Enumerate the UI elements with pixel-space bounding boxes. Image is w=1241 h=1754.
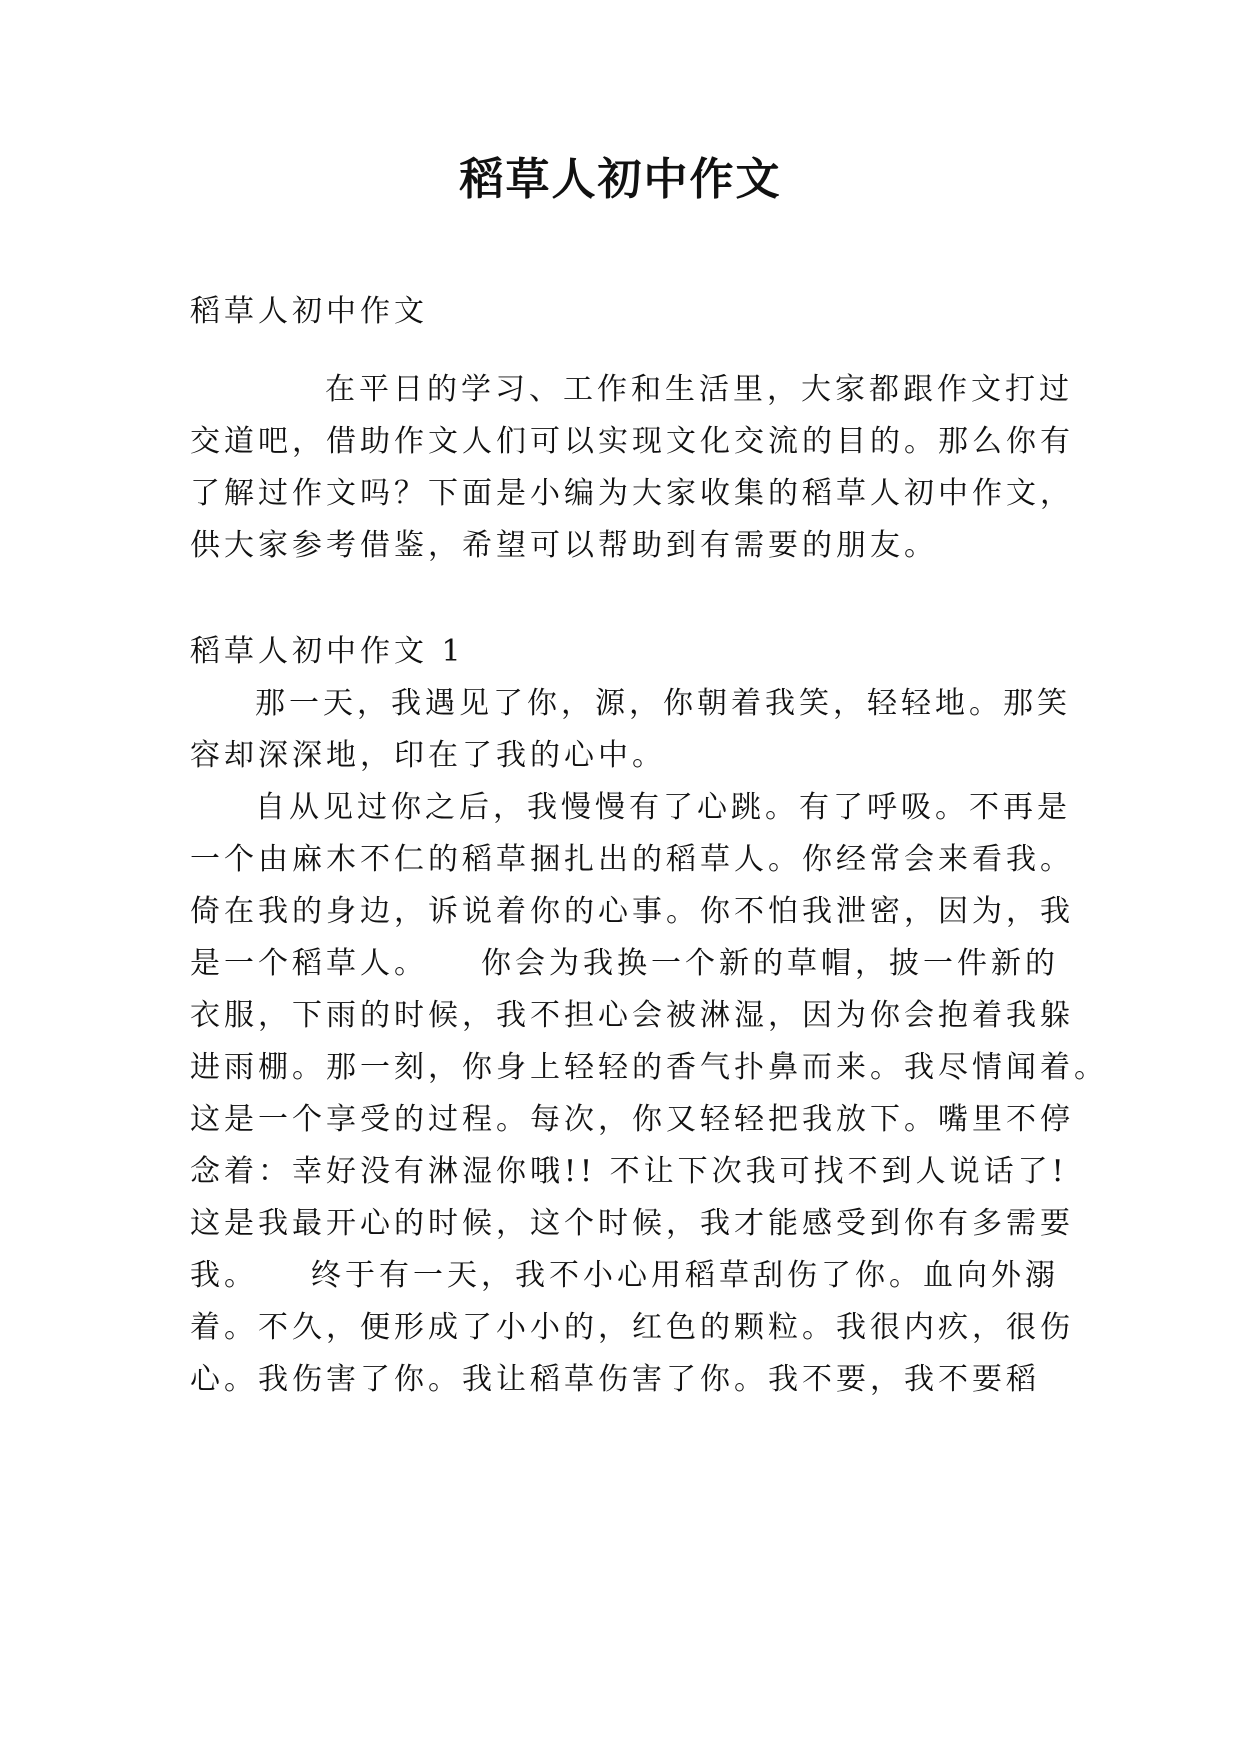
intro-line: 供大家参考借鉴，希望可以帮助到有需要的朋友。 — [190, 528, 938, 563]
intro-line: 了解过作文吗？下面是小编为大家收集的稻草人初中作文， — [190, 476, 1074, 511]
document-subtitle: 稻草人初中作文 — [190, 294, 428, 329]
essay-line: 容却深深地，印在了我的心中。 — [190, 738, 666, 773]
essay-line: 心。我伤害了你。我让稻草伤害了你。我不要，我不要稻 — [190, 1362, 1040, 1397]
essay-line: 那一天，我遇见了你，源，你朝着我笑，轻轻地。那笑 — [255, 686, 1071, 721]
essay-line: 念着：幸好没有淋湿你哦!! 不让下次我可找不到人说话了! — [190, 1154, 1068, 1189]
essay-line: 这是我最开心的时候，这个时候，我才能感受到你有多需要 — [190, 1206, 1074, 1241]
essay-line: 自从见过你之后，我慢慢有了心跳。有了呼吸。不再是 — [255, 790, 1071, 825]
essay-line: 倚在我的身边，诉说着你的心事。你不怕我泄密，因为，我 — [190, 894, 1074, 929]
essay-line: 这是一个享受的过程。每次，你又轻轻把我放下。嘴里不停 — [190, 1102, 1074, 1137]
essay-line: 是一个稻草人。 你会为我换一个新的草帽，披一件新的 — [190, 946, 1059, 981]
essay-line: 衣服，下雨的时候，我不担心会被淋湿，因为你会抱着我躲 — [190, 998, 1074, 1033]
document-title: 稻草人初中作文 — [459, 154, 782, 205]
intro-line: 交道吧，借助作文人们可以实现文化交流的目的。那么你有 — [190, 424, 1074, 459]
essay-line: 着。不久，便形成了小小的，红色的颗粒。我很内疚，很伤 — [190, 1310, 1074, 1345]
essay-line: 进雨棚。那一刻，你身上轻轻的香气扑鼻而来。我尽情闻着。 — [190, 1050, 1108, 1085]
intro-line: 在平日的学习、工作和生活里，大家都跟作文打过 — [325, 372, 1073, 407]
essay-heading: 稻草人初中作文 1 — [190, 634, 465, 669]
essay-line: 我。 终于有一天，我不小心用稻草刮伤了你。血向外溺 — [190, 1258, 1059, 1293]
essay-line: 一个由麻木不仁的稻草捆扎出的稻草人。你经常会来看我。 — [190, 842, 1074, 877]
